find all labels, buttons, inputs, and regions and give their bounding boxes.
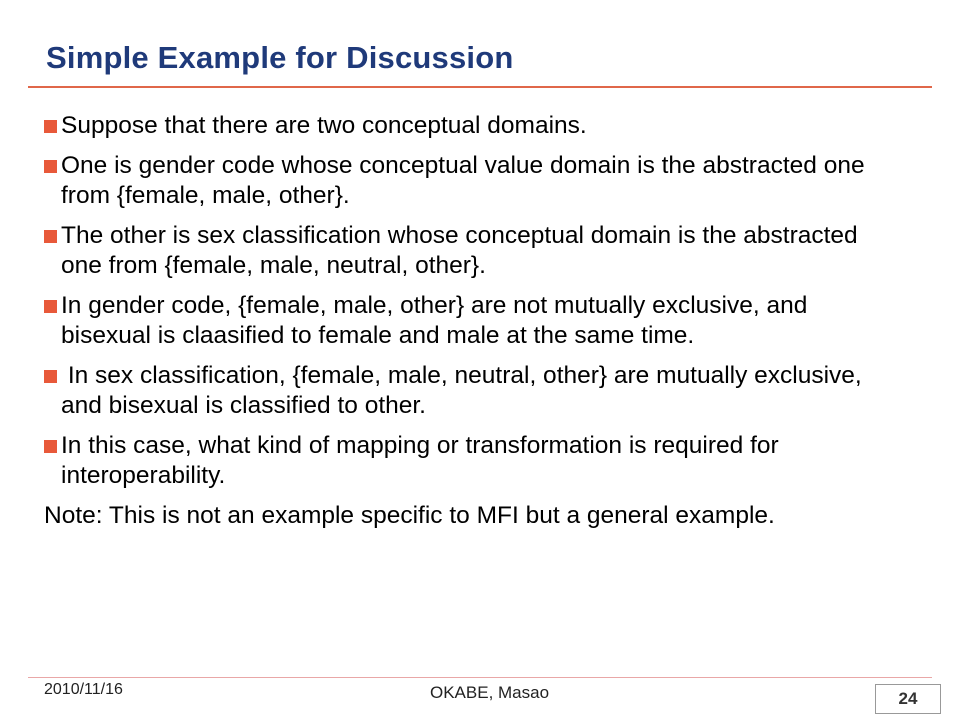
square-bullet-icon — [44, 440, 57, 453]
footer-date: 2010/11/16 — [44, 681, 123, 698]
bullet-text: In this case, what kind of mapping or transformation is required for interoperability. — [61, 432, 779, 489]
bullet-text: The other is sex classification whose conceptual domain is the abstracted one from {female, male, neutral, other}. — [61, 222, 858, 279]
bullet-item — [44, 361, 904, 421]
title-divider — [28, 86, 932, 88]
square-bullet-icon — [44, 120, 57, 133]
bullet-item — [44, 221, 904, 281]
square-bullet-icon — [44, 300, 57, 313]
bullet-text: One is gender code whose conceptual value domain is the abstracted one from {female, male, other}. — [61, 152, 865, 209]
bullet-text: In gender code, {female, male, other} are not mutually exclusive, and bisexual is claasified to female and male at the same time. — [61, 292, 808, 349]
bullet-item — [44, 151, 904, 211]
bullet-text: In sex classification, {female, male, neutral, other} are mutually exclusive, and bisexual is classified to other. — [61, 362, 869, 419]
page-number: 24 — [875, 684, 941, 714]
square-bullet-icon — [44, 160, 57, 173]
bullet-item — [44, 431, 904, 491]
square-bullet-icon — [44, 370, 57, 383]
slide-title: Simple Example for Discussion — [46, 40, 514, 75]
footer-author: OKABE, Masao — [430, 683, 550, 702]
square-bullet-icon — [44, 230, 57, 243]
bullet-item — [44, 291, 904, 351]
footer-divider — [28, 677, 932, 678]
bullet-item — [44, 111, 904, 141]
note-text: Note: This is not an example specific to MFI but a general example. — [44, 502, 775, 529]
slide-body — [44, 111, 904, 531]
bullet-text: Suppose that there are two conceptual domains. — [61, 112, 587, 139]
